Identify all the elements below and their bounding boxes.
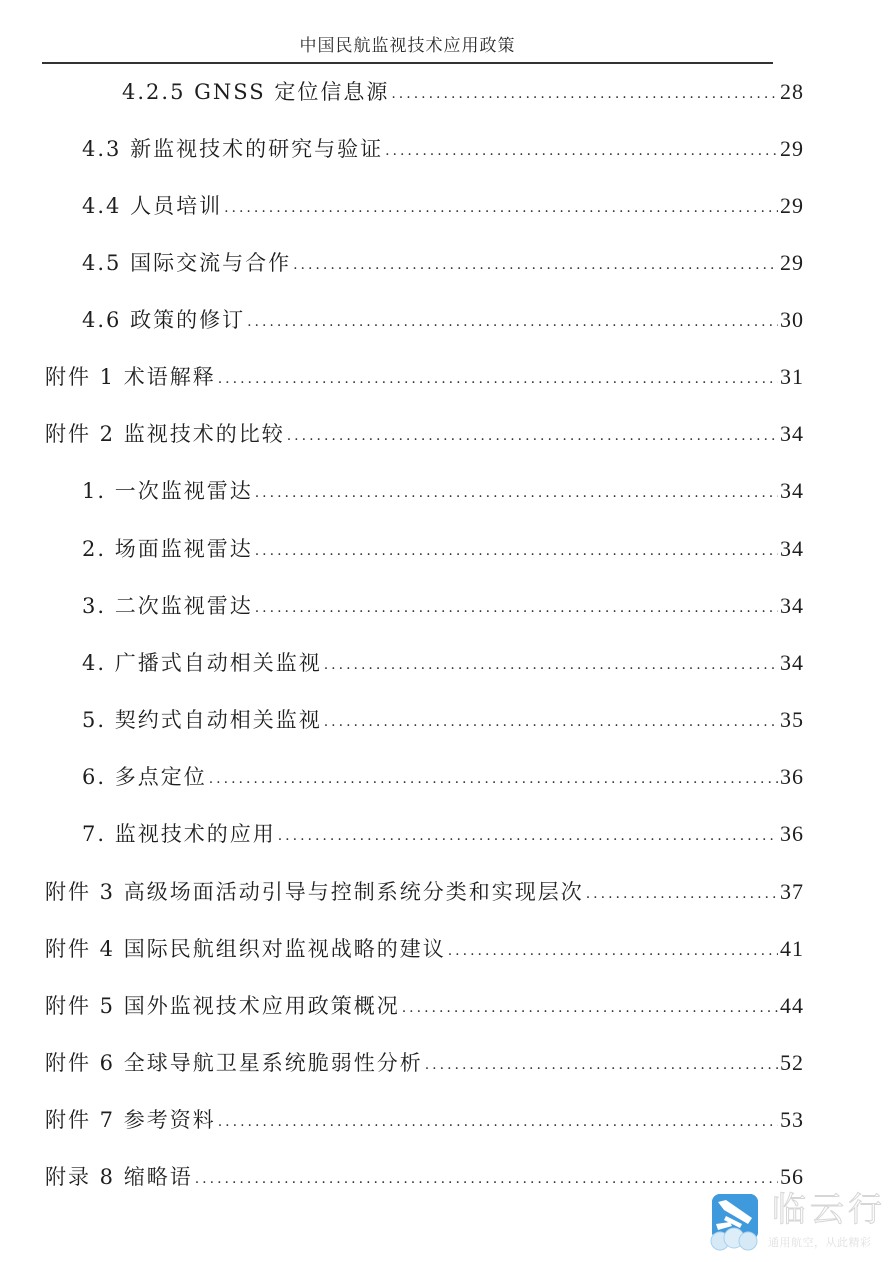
watermark-subtitle: 通用航空，从此精彩 <box>768 1236 872 1249</box>
dot-leader <box>402 992 778 1024</box>
toc-page-number: 36 <box>780 821 804 846</box>
toc-entry[interactable] <box>82 133 804 165</box>
toc-page-number: 34 <box>780 421 804 446</box>
toc-entry[interactable] <box>82 590 804 622</box>
toc-entry[interactable] <box>45 876 804 908</box>
dot-leader <box>324 706 778 738</box>
dot-leader <box>218 1106 778 1138</box>
toc-entry-label: 附件 3 高级场面活动引导与控制系统分类和实现层次 <box>45 880 584 904</box>
dot-leader <box>218 363 778 395</box>
toc-entry[interactable] <box>45 933 804 965</box>
toc-entry-label: 6. 多点定位 <box>82 765 207 789</box>
toc-page-number: 56 <box>780 1164 804 1189</box>
toc-entry[interactable] <box>82 704 804 736</box>
toc-entry-label: 附件 7 参考资料 <box>45 1108 216 1132</box>
dot-leader <box>391 78 778 110</box>
toc-entry-label: 3. 二次监视雷达 <box>82 594 253 618</box>
toc-page-number: 31 <box>780 364 804 389</box>
toc-page-number: 37 <box>780 879 804 904</box>
toc-page-number: 36 <box>780 764 804 789</box>
dot-leader <box>425 1049 778 1081</box>
toc-entry-label: 7. 监视技术的应用 <box>82 822 276 846</box>
toc-entry-label: 附件 6 全球导航卫星系统脆弱性分析 <box>45 1051 423 1075</box>
toc-page-number: 29 <box>780 193 804 218</box>
toc-page-number: 34 <box>780 650 804 675</box>
document-title: 中国民航监视技术应用政策 <box>299 36 516 56</box>
toc-page-number: 34 <box>780 593 804 618</box>
toc-entry[interactable] <box>45 990 804 1022</box>
toc-entry[interactable] <box>82 475 804 507</box>
toc-entry-label: 2. 场面监视雷达 <box>82 537 253 561</box>
dot-leader <box>255 477 778 509</box>
toc-entry-label: 4.3 新监视技术的研究与验证 <box>82 137 384 161</box>
toc-entry[interactable] <box>82 304 804 336</box>
dot-leader <box>448 935 778 967</box>
toc-entry-label: 4.2.5 GNSS 定位信息源 <box>122 80 390 104</box>
toc-entry-label: 4. 广播式自动相关监视 <box>82 651 322 675</box>
toc-entry[interactable] <box>82 247 804 279</box>
dot-leader <box>247 306 778 338</box>
toc-page-number: 41 <box>780 936 804 961</box>
dot-leader <box>586 878 778 910</box>
dot-leader <box>224 192 778 224</box>
dot-leader <box>255 592 778 624</box>
dot-leader <box>287 420 778 452</box>
toc-entry[interactable] <box>45 1161 804 1193</box>
toc-page-number: 34 <box>780 536 804 561</box>
dot-leader <box>385 135 778 167</box>
dot-leader <box>324 649 778 681</box>
toc-entry[interactable] <box>122 76 804 108</box>
toc-page-number: 28 <box>780 79 804 104</box>
toc-entry-label: 4.6 政策的修订 <box>82 308 246 332</box>
toc-page-number: 35 <box>780 707 804 732</box>
toc-page-number: 29 <box>780 136 804 161</box>
toc-entry-label: 附件 2 监视技术的比较 <box>45 422 285 446</box>
toc-entry-label: 1. 一次监视雷达 <box>82 479 253 503</box>
cloud-icon <box>710 1226 762 1252</box>
toc-entry[interactable] <box>82 761 804 793</box>
toc-entry-label: 附件 5 国外监视技术应用政策概况 <box>45 994 400 1018</box>
page-header <box>42 32 773 64</box>
toc-page-number: 30 <box>780 307 804 332</box>
toc-entry-label: 4.5 国际交流与合作 <box>82 251 292 275</box>
dot-leader <box>209 763 778 795</box>
toc-page-number: 53 <box>780 1107 804 1132</box>
toc-entry-label: 4.4 人员培训 <box>82 194 223 218</box>
toc-entry[interactable] <box>45 418 804 450</box>
toc-page-number: 44 <box>780 993 804 1018</box>
toc-entry[interactable] <box>45 361 804 393</box>
dot-leader <box>195 1163 778 1195</box>
toc-page-number: 34 <box>780 478 804 503</box>
toc-page-number: 52 <box>780 1050 804 1075</box>
dot-leader <box>293 249 778 281</box>
toc-entry[interactable] <box>82 533 804 565</box>
toc-entry[interactable] <box>45 1047 804 1079</box>
dot-leader <box>278 820 778 852</box>
toc-entry-label: 附件 4 国际民航组织对监视战略的建议 <box>45 937 446 961</box>
toc-entry-label: 5. 契约式自动相关监视 <box>82 708 322 732</box>
toc-page-number: 29 <box>780 250 804 275</box>
toc-entry[interactable] <box>45 1104 804 1136</box>
dot-leader <box>255 535 778 567</box>
toc-entry-label: 附件 1 术语解释 <box>45 365 216 389</box>
toc-entry-label: 附录 8 缩略语 <box>45 1165 193 1189</box>
toc-entry[interactable] <box>82 190 804 222</box>
toc-entry[interactable] <box>82 647 804 679</box>
toc-entry[interactable] <box>82 818 804 850</box>
watermark <box>710 1190 890 1256</box>
watermark-title: 临云行 <box>772 1190 886 1230</box>
